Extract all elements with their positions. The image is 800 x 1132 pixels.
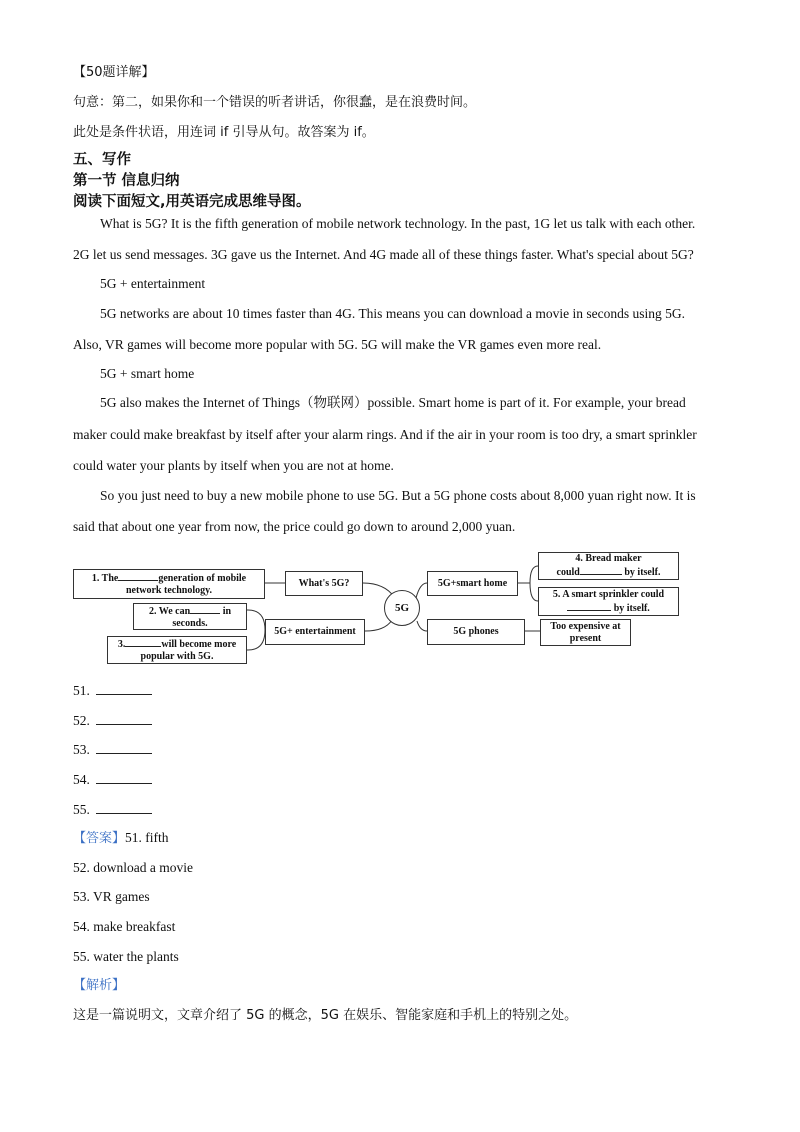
passage-line: So you just need to buy a new mobile phone to use 5G. But a 5G phone costs about 8,000 yuan right now. It is	[100, 488, 696, 503]
mindmap-box-4: 4. Bread maker could by itself.	[538, 552, 679, 580]
mindmap-box-3: 3. will become more popular with 5G.	[107, 636, 247, 664]
q50-meaning: 句意：第二，如果你和一个错误的听者讲话，你很蠢，是在浪费时间。	[73, 95, 477, 110]
passage-line: Also, VR games will become more popular with 5G. 5G will make the VR games even more real.	[73, 337, 602, 352]
smart-home-node: 5G+smart home	[427, 571, 518, 596]
mindmap-box-5: 5. A smart sprinkler could by itself.	[538, 587, 679, 616]
analysis-label: 【解析】	[73, 978, 126, 993]
answer-54: 54. make breakfast	[73, 919, 176, 934]
passage-line: maker could make breakfast by itself after your alarm rings. And if the air in your room is too dry, a smart sprinkler	[73, 427, 697, 442]
passage-line: said that about one year from now, the price could go down to around 2,000 yuan.	[73, 519, 516, 534]
answer-label: 【答案】	[73, 831, 126, 846]
passage-line: 5G also makes the Internet of Things（物联网）possible. Smart home is part of it. For example, your bread	[100, 395, 686, 410]
center-5g-node: 5G	[384, 590, 420, 626]
passage-subheading: 5G + smart home	[100, 366, 195, 381]
instruction: 阅读下面短文,用英语完成思维导图。	[73, 194, 311, 210]
analysis-text: 这是一篇说明文，文章介绍了 5G 的概念，5G 在娱乐、智能家庭和手机上的特别之处。	[73, 1008, 578, 1023]
whats-5g-node: What's 5G?	[285, 571, 363, 596]
entertainment-node: 5G+ entertainment	[265, 619, 365, 645]
q50-title: 【50题详解】	[73, 65, 155, 80]
blank-52: 52.	[73, 712, 152, 730]
phones-node: 5G phones	[427, 619, 525, 645]
mindmap-box-1: 1. The generation of mobile network technology.	[73, 569, 265, 599]
section-title: 五、写作	[73, 152, 131, 168]
answer-55: 55. water the plants	[73, 949, 179, 964]
blank-54: 54.	[73, 771, 152, 789]
answer-51: 【答案】51. fifth	[73, 830, 169, 846]
blank-51: 51.	[73, 682, 152, 700]
answer-53: 53. VR games	[73, 889, 150, 904]
passage-subheading: 5G + entertainment	[100, 276, 206, 291]
blank-53: 53.	[73, 741, 152, 759]
passage-line: 5G networks are about 10 times faster than 4G. This means you can download a movie in seconds using 5G.	[100, 306, 686, 321]
answer-52: 52. download a movie	[73, 860, 193, 875]
q50-explanation: 此处是条件状语，用连词 if 引导从句。故答案为 if。	[73, 125, 375, 140]
passage-line: could water your plants by itself when you are not at home.	[73, 458, 394, 473]
blank-55: 55.	[73, 801, 152, 819]
too-expensive-node: Too expensive at present	[540, 619, 631, 646]
mindmap-box-2: 2. We can in seconds.	[133, 603, 247, 630]
passage-line: What is 5G? It is the fifth generation of mobile network technology. In the past, 1G let us talk with each other.	[100, 216, 696, 231]
subsection-title: 第一节 信息归纳	[73, 173, 180, 189]
passage-line: 2G let us send messages. 3G gave us the Internet. And 4G made all of these things faster. What's special about 5G?	[73, 247, 694, 262]
